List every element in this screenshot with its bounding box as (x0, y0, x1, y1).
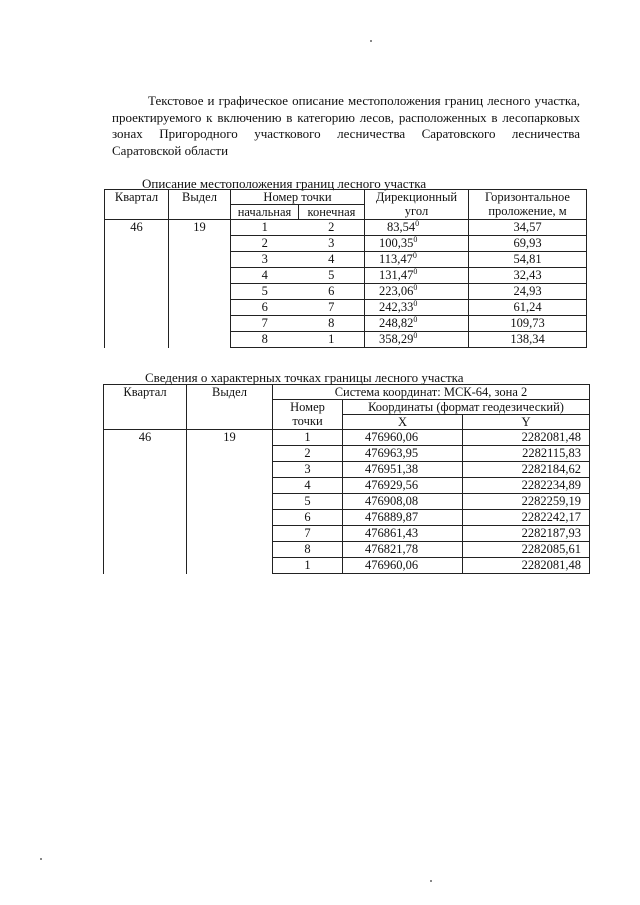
header-start: начальная (231, 205, 299, 220)
header-vydel: Выдел (169, 190, 231, 220)
start-point: 7 (231, 316, 299, 332)
header-point-number: Номер точки (231, 190, 365, 205)
horizontal-length: 54,81 (469, 252, 587, 268)
end-point: 6 (299, 284, 365, 300)
header-coordinates: Координаты (формат геодезический) (343, 400, 590, 415)
direction-angle: 131,47$^0$ (365, 268, 469, 284)
end-point: 8 (299, 316, 365, 332)
kvartal-value: 46 (105, 220, 169, 348)
scan-speck (370, 40, 372, 42)
header-horizontal-length: Горизонтальное проложение, м (469, 190, 587, 220)
coord-y: 2282234,89 (463, 478, 590, 494)
header-y: Y (463, 415, 590, 430)
horizontal-length: 24,93 (469, 284, 587, 300)
boundary-points-table (103, 384, 590, 574)
horizontal-length: 32,43 (469, 268, 587, 284)
header-end: конечная (299, 205, 365, 220)
table1-caption: Описание местоположения границ лесного участка (142, 176, 427, 191)
table-row (104, 430, 590, 446)
coord-x: 476908,08 (343, 494, 463, 510)
direction-angle: 83,54$^0$ (365, 220, 469, 236)
point-number: 4 (273, 478, 343, 494)
coord-x: 476889,87 (343, 510, 463, 526)
coord-y: 2282081,48 (463, 430, 590, 446)
boundary-description-table (104, 189, 587, 348)
coord-x: 476861,43 (343, 526, 463, 542)
direction-angle: 223,06$^0$ (365, 284, 469, 300)
horizontal-length: 109,73 (469, 316, 587, 332)
direction-angle: 358,29$^0$ (365, 332, 469, 348)
direction-angle: 242,33$^0$ (365, 300, 469, 316)
coord-y: 2282187,93 (463, 526, 590, 542)
start-point: 8 (231, 332, 299, 348)
header-coordinate-system: Система координат: МСК-64, зона 2 (273, 385, 590, 400)
point-number: 8 (273, 542, 343, 558)
vydel-value: 19 (169, 220, 231, 348)
direction-angle: 113,47$^0$ (365, 252, 469, 268)
start-point: 6 (231, 300, 299, 316)
coord-y: 2282115,83 (463, 446, 590, 462)
direction-angle: 100,35$^0$ (365, 236, 469, 252)
start-point: 4 (231, 268, 299, 284)
point-number: 6 (273, 510, 343, 526)
horizontal-length: 138,34 (469, 332, 587, 348)
coord-x: 476963,95 (343, 446, 463, 462)
kvartal-value: 46 (104, 430, 187, 574)
end-point: 7 (299, 300, 365, 316)
direction-angle: 248,82$^0$ (365, 316, 469, 332)
header-kvartal: Квартал (105, 190, 169, 220)
coord-y: 2282259,19 (463, 494, 590, 510)
horizontal-length: 61,24 (469, 300, 587, 316)
intro-paragraph: Текстовое и графическое описание местоположения границ лесного участка, проектируемого к включению в категорию лесов, расположенных в лесопарковых зонах Пригородного участкового лесничества Саратовского лесничества Саратовской области (112, 93, 580, 158)
table-row (105, 220, 587, 236)
coord-x: 476960,06 (343, 558, 463, 574)
point-number: 3 (273, 462, 343, 478)
point-number: 2 (273, 446, 343, 462)
coord-y: 2282242,17 (463, 510, 590, 526)
vydel-value: 19 (187, 430, 273, 574)
coord-x: 476821,78 (343, 542, 463, 558)
point-number: 5 (273, 494, 343, 510)
start-point: 2 (231, 236, 299, 252)
header-point-number: Номер точки (273, 400, 343, 430)
point-number: 1 (273, 430, 343, 446)
horizontal-length: 34,57 (469, 220, 587, 236)
point-number: 7 (273, 526, 343, 542)
start-point: 3 (231, 252, 299, 268)
header-x: X (343, 415, 463, 430)
coord-y: 2282085,61 (463, 542, 590, 558)
header-direction-angle: Дирекционный угол (365, 190, 469, 220)
header-vydel: Выдел (187, 385, 273, 430)
point-number: 1 (273, 558, 343, 574)
end-point: 5 (299, 268, 365, 284)
end-point: 1 (299, 332, 365, 348)
coord-x: 476960,06 (343, 430, 463, 446)
scan-speck (430, 880, 432, 882)
start-point: 5 (231, 284, 299, 300)
start-point: 1 (231, 220, 299, 236)
coord-x: 476929,56 (343, 478, 463, 494)
end-point: 3 (299, 236, 365, 252)
header-kvartal: Квартал (104, 385, 187, 430)
horizontal-length: 69,93 (469, 236, 587, 252)
coord-y: 2282184,62 (463, 462, 590, 478)
end-point: 4 (299, 252, 365, 268)
coord-y: 2282081,48 (463, 558, 590, 574)
coord-x: 476951,38 (343, 462, 463, 478)
table2-caption: Сведения о характерных точках границы лесного участка (145, 370, 464, 385)
end-point: 2 (299, 220, 365, 236)
scan-speck (40, 858, 42, 860)
